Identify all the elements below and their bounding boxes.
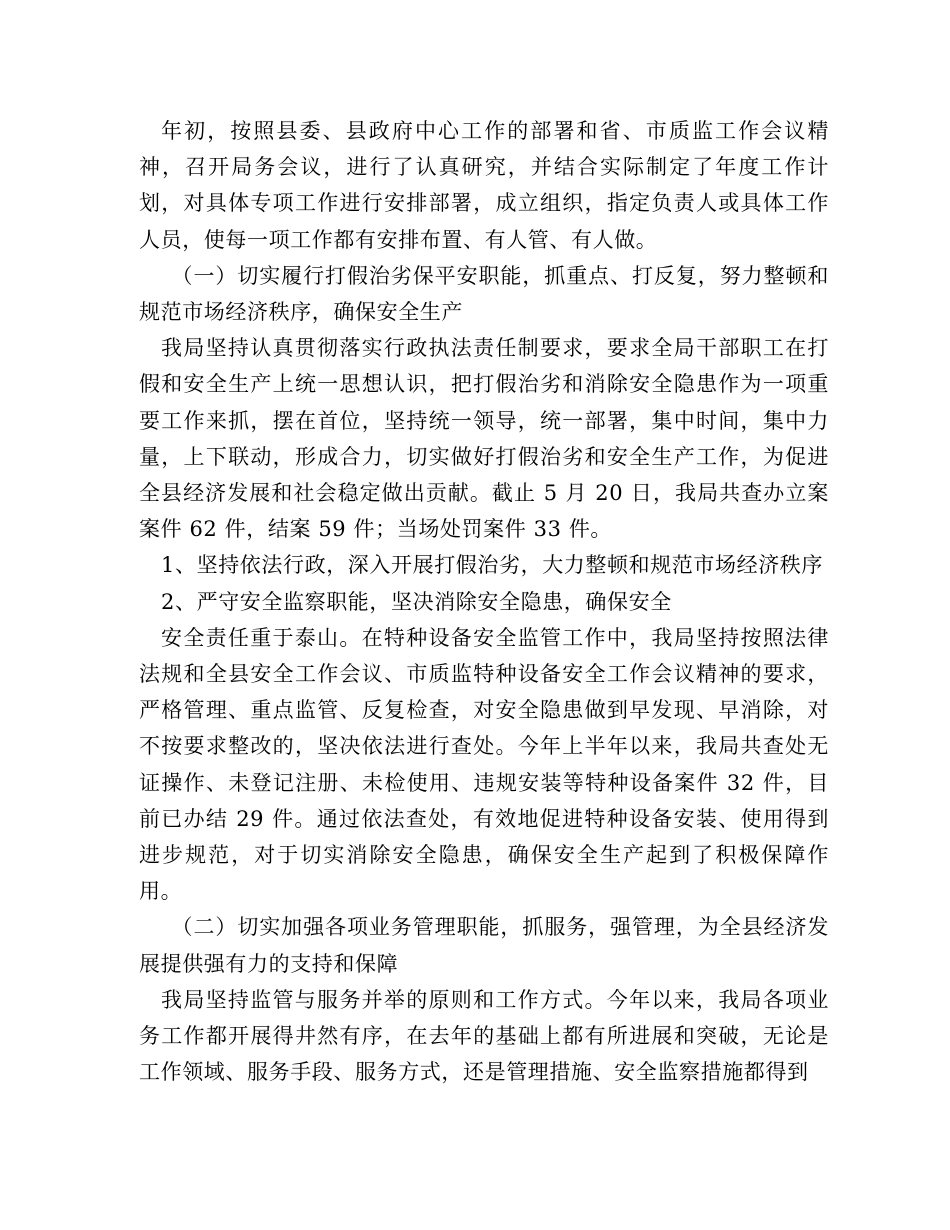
subheading-2: 2、严守安全监察职能，坚决消除安全隐患，确保安全 (161, 589, 672, 614)
section-heading-1: （一）切实履行打假治劣保平安职能，抓重点、打反复，努力整顿和规范市场经济秩序，确保安全生产 (139, 263, 829, 325)
document-body (139, 113, 829, 1090)
subheading-1: 1、坚持依法行政，深入开展打假治劣，大力整顿和规范市场经济秩序 (161, 553, 824, 578)
paragraph-service: 我局坚持监管与服务并举的原则和工作方式。今年以来，我局各项业务工作都开展得井然有序，在去年的基础上都有所进展和突破，无论是工作领域、服务手段、服务方式，还是管理措施、安全监察措施都得到 (139, 987, 829, 1085)
paragraph-enforcement: 我局坚持认真贯彻落实行政执法责任制要求，要求全局干部职工在打假和安全生产上统一思想认识，把打假治劣和消除安全隐患作为一项重要工作来抓，摆在首位，坚持统一领导，统一部署，集中时间，集中力量，上下联动，形成合力，切实做好打假治劣和安全生产工作，为促进全县经济发展和社会稳定做出贡献。截止 5 月 20 日，我局共查办立案案件 62 件，结案 59 件；当场处罚案件 33 件。 (139, 336, 829, 542)
section-heading-2: （二）切实加强各项业务管理职能，抓服务，强管理，为全县经济发展提供强有力的支持和保障 (139, 915, 829, 976)
paragraph-safety: 安全责任重于泰山。在特种设备安全监管工作中，我局坚持按照法律法规和全县安全工作会议、市质监特种设备安全工作会议精神的要求，严格管理、重点监管、反复检查，对安全隐患做到早发现、早消除，对不按要求整改的，坚决依法进行查处。今年上半年以来，我局共查处无证操作、未登记注册、未检使用、违规安装等特种设备案件 32 件，目前已办结 29 件。通过依法查处，有效地促进特种设备安装、使用得到进步规范，对于切实消除安全隐患，确保安全生产起到了积极保障作用。 (139, 625, 829, 904)
paragraph-intro: 年初，按照县委、县政府中心工作的部署和省、市质监工作会议精神，召开局务会议，进行了认真研究，并结合实际制定了年度工作计划，对具体专项工作进行安排部署，成立组织，指定负责人或具体工作人员，使每一项工作都有安排布置、有人管、有人做。 (139, 119, 829, 252)
